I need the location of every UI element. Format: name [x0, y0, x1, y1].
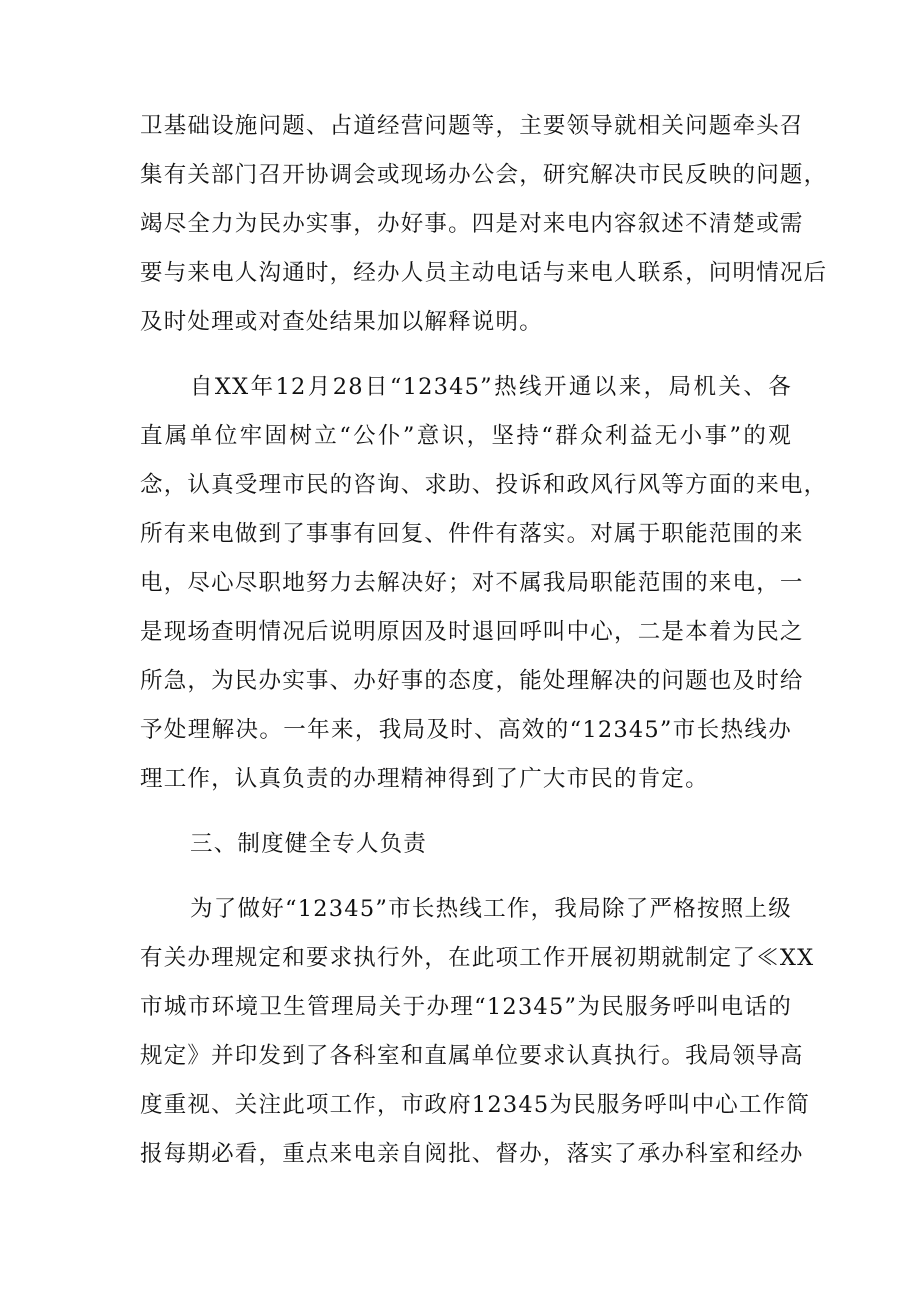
text-line: 理工作，认真负责的办理精神得到了广大市民的肯定。 — [140, 766, 709, 792]
text-line: 予处理解决。一年来，我局及时、高效的“12345”市长热线办 — [140, 717, 792, 743]
text-line: 要与来电人沟通时，经办人员主动电话与来电人联系，问明情况后 — [140, 260, 828, 286]
text-line: 直属单位牢固树立“公仆”意识，坚持“群众利益无小事”的观 — [140, 423, 792, 449]
text-line: 所有来电做到了事事有回复、件件有落实。对属于职能范围的来 — [140, 521, 804, 547]
text-line: 自XX年12月28日“12345”热线开通以来，局机关、各 — [190, 374, 792, 400]
text-line: 为了做好“12345”市长热线工作，我局除了严格按照上级 — [190, 896, 792, 922]
text-line: 是现场查明情况后说明原因及时退回呼叫中心，二是本着为民之 — [140, 619, 804, 645]
text-line: 集有关部门召开协调会或现场办公会，研究解决市民反映的问题， — [140, 162, 828, 188]
section-heading: 三、制度健全专人负责 — [190, 831, 428, 857]
text-line: 念，认真受理市民的咨询、求助、投诉和政风行风等方面的来电， — [140, 472, 828, 498]
text-line: 有关办理规定和要求执行外，在此项工作开展初期就制定了≪XX — [140, 945, 815, 971]
text-line: 度重视、关注此项工作，市政府12345为民服务呼叫中心工作简 — [140, 1092, 811, 1118]
text-line: 卫基础设施问题、占道经营问题等，主要领导就相关问题牵头召 — [140, 113, 804, 139]
text-line: 规定》并印发到了各科室和直属单位要求认真执行。我局领导高 — [140, 1043, 804, 1069]
text-line: 所急，为民办实事、办好事的态度，能处理解决的问题也及时给 — [140, 668, 804, 694]
text-line: 市城市环境卫生管理局关于办理“12345”为民服务呼叫电话的 — [140, 994, 792, 1020]
text-line: 及时处理或对查处结果加以解释说明。 — [140, 309, 543, 335]
text-line: 电，尽心尽职地努力去解决好；对不属我局职能范围的来电，一 — [140, 570, 804, 596]
text-line: 报每期必看，重点来电亲自阅批、督办，落实了承办科室和经办 — [140, 1141, 804, 1167]
text-line: 竭尽全力为民办实事，办好事。四是对来电内容叙述不清楚或需 — [140, 211, 804, 237]
